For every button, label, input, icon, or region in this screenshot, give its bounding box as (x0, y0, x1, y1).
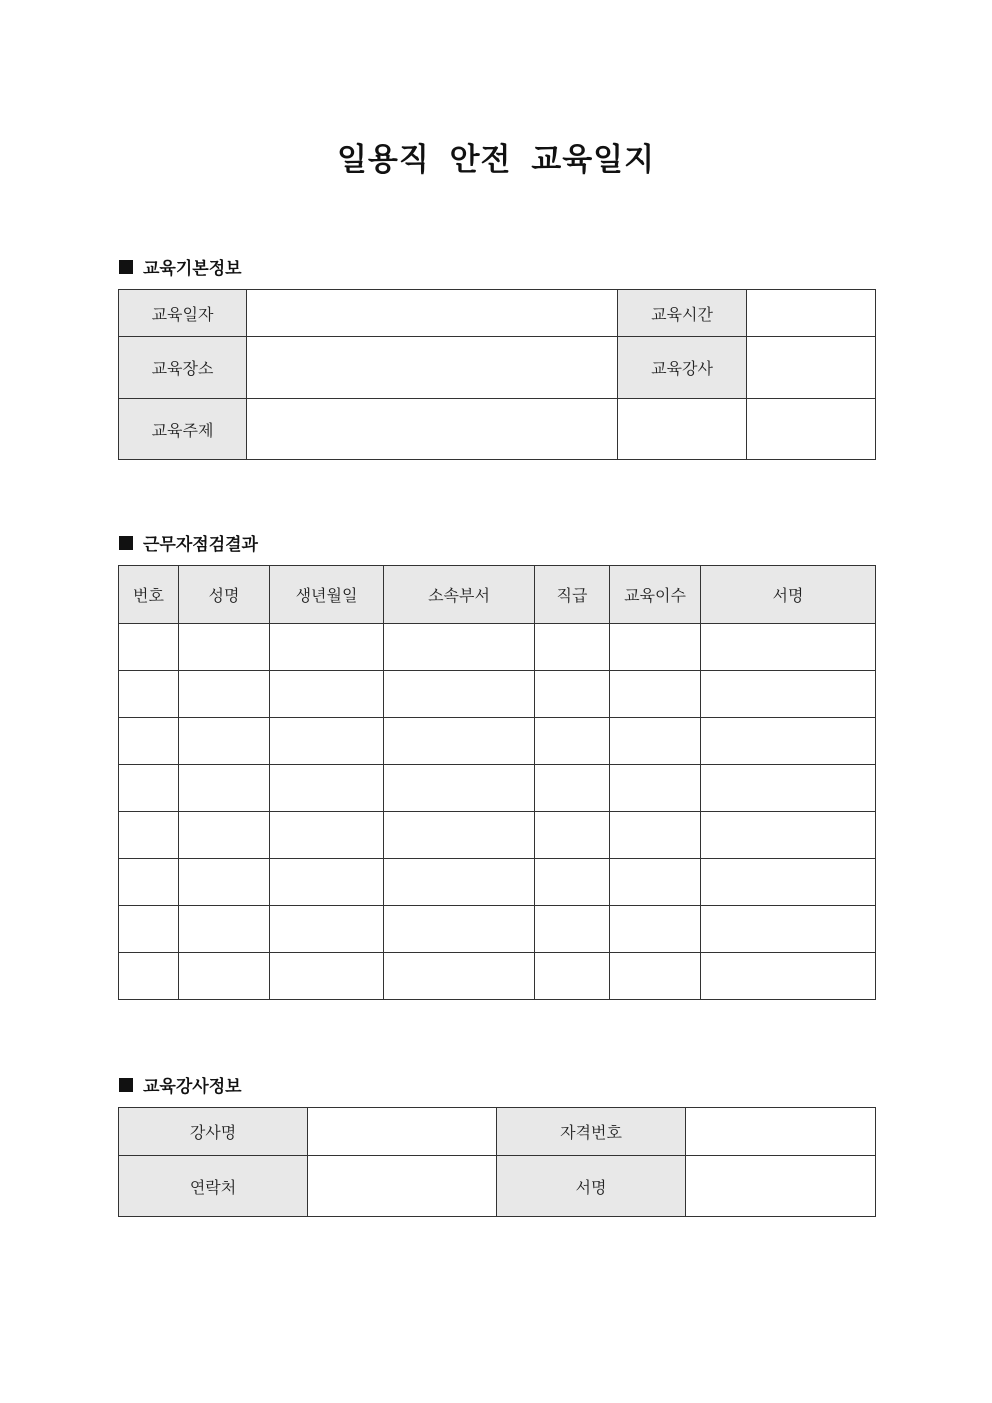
label-instructor-name: 강사명 (119, 1108, 308, 1156)
table-row (119, 765, 876, 812)
table-cell[interactable] (179, 765, 270, 812)
table-cell[interactable] (270, 812, 384, 859)
table-cell[interactable] (384, 859, 535, 906)
table-row (119, 290, 876, 337)
table-cell[interactable] (119, 765, 179, 812)
table-cell[interactable] (701, 624, 876, 671)
table-cell[interactable] (119, 859, 179, 906)
table-cell[interactable] (535, 671, 610, 718)
table-cell[interactable] (119, 812, 179, 859)
table-cell[interactable] (701, 906, 876, 953)
label-education-instructor: 교육강사 (618, 337, 747, 399)
square-bullet-icon (119, 260, 133, 274)
table-row (119, 953, 876, 1000)
column-header-department: 소속부서 (384, 566, 535, 624)
table-row (119, 624, 876, 671)
instructor-name-field[interactable] (308, 1108, 497, 1156)
table-cell[interactable] (610, 953, 701, 1000)
blank-cell[interactable] (747, 399, 876, 460)
document-title: 일용직 안전 교육일지 (336, 142, 656, 178)
square-bullet-icon (119, 536, 133, 550)
table-cell[interactable] (119, 671, 179, 718)
table-cell[interactable] (701, 859, 876, 906)
table-cell[interactable] (384, 671, 535, 718)
table-cell[interactable] (384, 624, 535, 671)
table-cell[interactable] (535, 953, 610, 1000)
table-cell[interactable] (535, 812, 610, 859)
table-cell[interactable] (270, 765, 384, 812)
table-row (119, 337, 876, 399)
table-row (119, 671, 876, 718)
table-cell[interactable] (179, 671, 270, 718)
label-education-place: 교육장소 (119, 337, 247, 399)
section-heading-worker-check (119, 530, 258, 555)
label-license-number: 자격번호 (497, 1108, 686, 1156)
table-cell[interactable] (610, 906, 701, 953)
table-row (119, 1156, 876, 1217)
table-cell[interactable] (535, 765, 610, 812)
table-header-row (119, 566, 876, 624)
table-cell[interactable] (384, 812, 535, 859)
table-row (119, 906, 876, 953)
table-cell[interactable] (701, 812, 876, 859)
table-cell[interactable] (535, 906, 610, 953)
column-header-signature: 서명 (701, 566, 876, 624)
table-row (119, 399, 876, 460)
table-cell[interactable] (119, 624, 179, 671)
table-cell[interactable] (270, 906, 384, 953)
contact-field[interactable] (308, 1156, 497, 1217)
table-cell[interactable] (384, 765, 535, 812)
table-cell[interactable] (179, 953, 270, 1000)
section-title: 근무자점검결과 (143, 535, 258, 555)
license-number-field[interactable] (686, 1108, 876, 1156)
section-heading-instructor-info (119, 1072, 242, 1097)
column-header-completion: 교육이수 (610, 566, 701, 624)
table-cell[interactable] (119, 906, 179, 953)
education-place-field[interactable] (247, 337, 618, 399)
table-cell[interactable] (610, 624, 701, 671)
education-instructor-field[interactable] (747, 337, 876, 399)
table-row (119, 859, 876, 906)
table-cell[interactable] (270, 953, 384, 1000)
table-cell[interactable] (384, 906, 535, 953)
table-cell[interactable] (610, 812, 701, 859)
table-row (119, 1108, 876, 1156)
table-cell[interactable] (535, 718, 610, 765)
label-contact: 연락처 (119, 1156, 308, 1217)
section-title: 교육강사정보 (143, 1077, 242, 1097)
education-time-field[interactable] (747, 290, 876, 337)
label-education-topic: 교육주제 (119, 399, 247, 460)
table-cell[interactable] (535, 624, 610, 671)
table-cell[interactable] (535, 859, 610, 906)
table-cell[interactable] (179, 859, 270, 906)
section-heading-basic-info (119, 254, 242, 279)
column-header-name: 성명 (179, 566, 270, 624)
section-title: 교육기본정보 (143, 259, 242, 279)
education-topic-field[interactable] (247, 399, 618, 460)
square-bullet-icon (119, 1078, 133, 1092)
table-cell[interactable] (701, 765, 876, 812)
table-cell[interactable] (610, 859, 701, 906)
table-cell[interactable] (610, 718, 701, 765)
table-cell[interactable] (270, 671, 384, 718)
column-header-position: 직급 (535, 566, 610, 624)
table-cell[interactable] (179, 624, 270, 671)
table-cell[interactable] (701, 671, 876, 718)
table-cell[interactable] (179, 812, 270, 859)
table-cell[interactable] (701, 718, 876, 765)
label-education-date: 교육일자 (119, 290, 247, 337)
instructor-info-table (118, 1107, 876, 1217)
table-cell[interactable] (270, 859, 384, 906)
table-row (119, 812, 876, 859)
worker-check-table (118, 565, 876, 1000)
table-cell[interactable] (701, 953, 876, 1000)
table-cell[interactable] (179, 718, 270, 765)
table-cell[interactable] (384, 718, 535, 765)
column-header-number: 번호 (119, 566, 179, 624)
table-cell[interactable] (610, 671, 701, 718)
table-cell[interactable] (610, 765, 701, 812)
table-cell[interactable] (384, 953, 535, 1000)
table-cell[interactable] (119, 718, 179, 765)
table-cell[interactable] (179, 906, 270, 953)
table-cell[interactable] (270, 718, 384, 765)
label-education-time: 교육시간 (618, 290, 747, 337)
signature-field[interactable] (686, 1156, 876, 1217)
basic-info-table (118, 289, 876, 460)
column-header-birthdate: 생년월일 (270, 566, 384, 624)
blank-cell[interactable] (618, 399, 747, 460)
table-cell[interactable] (270, 624, 384, 671)
label-signature: 서명 (497, 1156, 686, 1217)
table-cell[interactable] (119, 953, 179, 1000)
table-row (119, 718, 876, 765)
education-date-field[interactable] (247, 290, 618, 337)
